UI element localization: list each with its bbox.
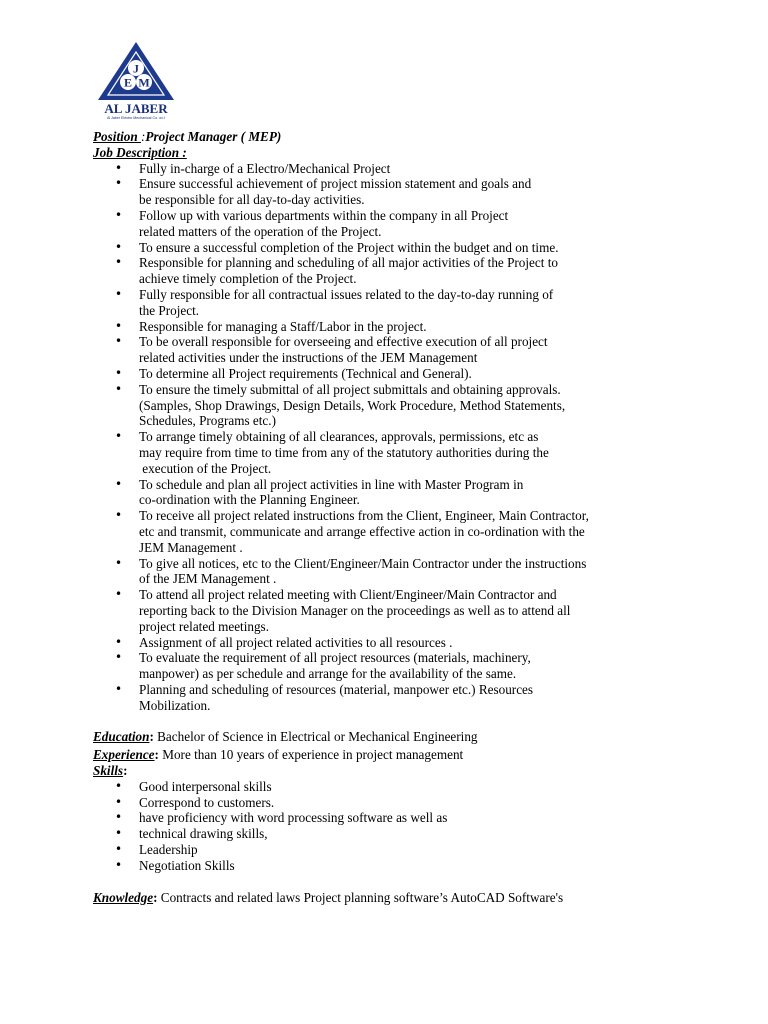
experience-line <box>93 747 653 763</box>
job-description-item-line: Schedules, Programs etc.) <box>139 413 276 429</box>
experience-value: More than 10 years of experience in project management <box>158 747 464 763</box>
job-description-item-line: • Planning and scheduling of resources (material, manpower etc.) Resources <box>139 681 534 697</box>
job-description-item-line: • To give all notices, etc to the Client/Engineer/Main Contractor under the instructions <box>139 555 587 571</box>
job-description-item-line: (Samples, Shop Drawings, Design Details, Work Procedure, Method Statements, <box>139 397 566 413</box>
job-description-item-line: reporting back to the Division Manager on the proceedings as well as to attend all <box>139 602 571 618</box>
education-label: Education <box>93 729 150 745</box>
job-description-item-line: JEM Management . <box>139 539 243 555</box>
job-description-item-line: may require from time to time from any of the statutory authorities during the <box>139 444 549 460</box>
company-logo <box>92 40 180 120</box>
job-description-item-line: • Fully in-charge of a Electro/Mechanical Project <box>139 160 391 176</box>
logo-name: AL JABER <box>104 101 168 116</box>
job-description-item <box>93 635 653 651</box>
position-line <box>93 129 653 145</box>
job-description-item-line: co-ordination with the Planning Engineer. <box>139 492 360 508</box>
skill-item: • have proficiency with word processing software as well as <box>93 810 653 826</box>
job-description-item <box>93 650 653 682</box>
job-posting-document <box>93 129 653 905</box>
job-description-item <box>93 240 653 256</box>
job-description-item <box>93 319 653 335</box>
job-description-list <box>93 161 653 714</box>
logo-letter-j: J <box>133 61 139 76</box>
skills-list <box>93 779 653 874</box>
education-value: Bachelor of Science in Electrical or Mechanical Engineering <box>153 729 478 745</box>
logo-tagline: Al Jaber Electro Mechanical Co. w.l.l <box>106 116 166 120</box>
job-description-item-line: • To be overall responsible for overseeing and effective execution of all project <box>139 334 548 350</box>
job-description-item <box>93 208 653 240</box>
job-description-item-line: • To ensure the timely submittal of all project submittals and obtaining approvals. <box>139 381 561 397</box>
position-separator: : <box>141 129 146 144</box>
job-description-item-line: • Ensure successful achievement of project mission statement and goals and <box>139 176 532 192</box>
knowledge-colon: : <box>153 889 158 905</box>
al-jaber-logo-icon <box>92 40 180 120</box>
job-description-item <box>93 508 653 555</box>
job-description-item-line: • To arrange timely obtaining of all clearances, approvals, permissions, etc as <box>139 429 539 445</box>
education-colon: : <box>149 729 154 745</box>
job-description-item-line: • To receive all project related instructions from the Client, Engineer, Main Contractor, <box>139 508 589 524</box>
knowledge-line <box>93 890 653 906</box>
skills-label: Skills <box>93 763 124 779</box>
job-description-item-line: • Responsible for planning and scheduling of all major activities of the Project to <box>139 255 558 271</box>
job-description-item-line: the Project. <box>139 302 200 318</box>
job-description-item <box>93 161 653 177</box>
job-description-item-line: • To schedule and plan all project activities in line with Master Program in <box>139 476 524 492</box>
job-description-item-line: etc and transmit, communicate and arrange effective action in co-ordination with the <box>139 523 585 539</box>
logo-letter-m: M <box>138 75 150 90</box>
job-description-item-line: • To attend all project related meeting with Client/Engineer/Main Contractor and <box>139 587 557 603</box>
job-description-heading-line <box>93 145 653 161</box>
job-description-item-line: project related meetings. <box>139 618 269 634</box>
job-description-heading: Job Description : <box>93 144 187 160</box>
job-description-item-line: of the JEM Management . <box>139 571 277 587</box>
job-description-item <box>93 287 653 319</box>
job-description-item-line: • Fully responsible for all contractual issues related to the day-to-day running of <box>139 286 554 302</box>
position-label: Position <box>93 129 141 144</box>
skill-item: • Negotiation Skills <box>93 858 653 874</box>
job-description-item-line: be responsible for all day-to-day activities. <box>139 192 365 208</box>
job-description-item <box>93 477 653 509</box>
job-description-item-line: execution of the Project. <box>139 460 272 476</box>
job-description-item-line: • To ensure a successful completion of the Project within the budget and on time. <box>139 239 559 255</box>
job-description-item-line: • Follow up with various departments within the company in all Project <box>139 207 509 223</box>
job-description-item <box>93 176 653 208</box>
skills-colon: : <box>123 763 128 779</box>
job-description-item <box>93 587 653 634</box>
job-description-item <box>93 429 653 476</box>
skill-item: • technical drawing skills, <box>93 826 653 842</box>
skills-heading-line <box>93 763 653 779</box>
knowledge-value: Contracts and related laws Project planning software’s AutoCAD Software's <box>157 889 564 905</box>
job-description-item-line: • To determine all Project requirements (Technical and General). <box>139 365 472 381</box>
experience-label: Experience <box>93 747 155 763</box>
job-description-item-line: • Assignment of all project related activities to all resources . <box>139 634 453 650</box>
job-description-item <box>93 366 653 382</box>
job-description-item-line: manpower) as per schedule and arrange for the availability of the same. <box>139 666 517 682</box>
skill-item: • Leadership <box>93 842 653 858</box>
job-description-item-line: achieve timely completion of the Project. <box>139 271 357 287</box>
job-description-item-line: related matters of the operation of the Project. <box>139 223 382 239</box>
skill-item: • Correspond to customers. <box>93 795 653 811</box>
education-line <box>93 729 653 745</box>
skill-item: • Good interpersonal skills <box>93 779 653 795</box>
job-description-item-line: Mobilization. <box>139 697 211 713</box>
experience-colon: : <box>154 747 159 763</box>
job-description-item <box>93 255 653 287</box>
job-description-item-line: • To evaluate the requirement of all project resources (materials, machinery, <box>139 650 531 666</box>
job-description-item <box>93 682 653 714</box>
job-description-item-line: related activities under the instructions of the JEM Management <box>139 350 478 366</box>
job-description-item <box>93 556 653 588</box>
logo-letter-e: E <box>123 75 133 90</box>
job-description-item-line: • Responsible for managing a Staff/Labor in the project. <box>139 318 427 334</box>
position-value: Project Manager ( MEP) <box>145 129 282 144</box>
job-description-item <box>93 334 653 366</box>
job-description-item <box>93 382 653 429</box>
knowledge-label: Knowledge <box>93 889 154 905</box>
